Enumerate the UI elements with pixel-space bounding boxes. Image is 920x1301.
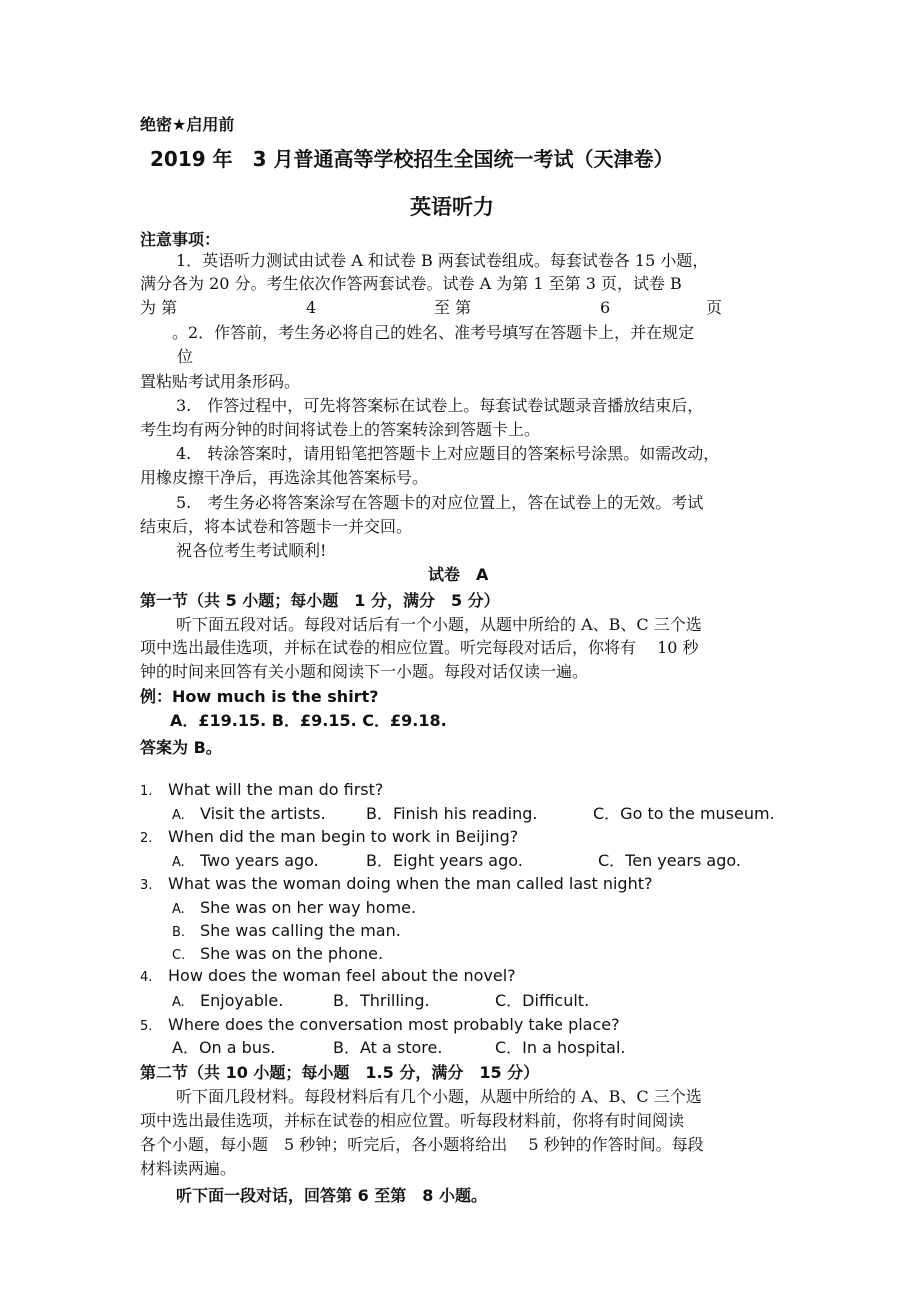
notes-heading: 注意事项： <box>140 230 221 249</box>
question-2 <box>140 826 518 850</box>
question-1 <box>140 779 383 803</box>
question-4 <box>140 965 516 989</box>
section-2-intro-c: 各个小题，每小题 5 秒钟；听完后，各小题将给出 5 秒钟的作答时间。每段 <box>140 1135 704 1154</box>
question-5 <box>140 1014 620 1038</box>
question-text: Where does the conversation most probably take place? <box>168 1015 620 1034</box>
option-text: She was on the phone. <box>200 944 384 963</box>
question-5-option-a[interactable]: A．On a bus. <box>172 1038 276 1057</box>
note-3-line-a: 3. 作答过程中，可先将答案标在试卷上。每套试卷试题录音播放结束后， <box>176 396 704 415</box>
section-2-instruction: 听下面一段对话，回答第 6 至第 8 小题。 <box>176 1186 487 1205</box>
note-1-line-c4: 6 <box>600 298 611 317</box>
note-5-line-b: 结束后，将本试卷和答题卡一并交回。 <box>140 517 413 536</box>
question-text: When did the man begin to work in Beijing? <box>168 827 519 846</box>
example-options: A．£19.15. B．£9.15. C．£9.18. <box>170 711 447 730</box>
question-number: 4. <box>140 970 153 985</box>
confidential-label: 绝密★启用前 <box>140 115 235 134</box>
note-1-line-b: 满分各为 20 分。考生依次作答两套试卷。试卷 A 为第 1 至第 3 页，试卷 B <box>140 274 682 293</box>
question-2-option-b[interactable]: B．Eight years ago. <box>366 851 523 870</box>
note-3-line-b: 考生均有两分钟的时间将试卷上的答案转涂到答题卡上。 <box>140 420 541 439</box>
question-text: How does the woman feel about the novel? <box>168 966 516 985</box>
question-4-option-a[interactable] <box>172 990 283 1014</box>
section-2-intro-d: 材料读两遍。 <box>140 1159 237 1178</box>
section-2-intro-a: 听下面几段材料。每段材料后有几个小题，从题中所给的 A、B、C 三个选 <box>176 1087 702 1106</box>
option-text: Enjoyable. <box>200 991 284 1010</box>
question-3-option-a[interactable] <box>172 897 416 921</box>
question-3-option-c[interactable] <box>172 943 383 967</box>
note-1-line-c5: 页 <box>706 298 723 317</box>
question-number: 1. <box>140 784 153 799</box>
section-1-intro-b: 项中选出最佳选项，并标在试卷的相应位置。听完每段对话后，你将有 10 秒 <box>140 638 699 657</box>
option-text: She was on her way home. <box>200 898 417 917</box>
option-label: A. <box>172 808 185 823</box>
option-label: A. <box>172 902 185 917</box>
question-number: 2. <box>140 831 153 846</box>
wish-text: 祝各位考生考试顺利! <box>176 541 327 560</box>
section-1-intro-c: 钟的时间来回答有关小题和阅读下一小题。每段对话仅读一遍。 <box>140 662 589 681</box>
note-1-line-c1: 为 第 <box>140 298 178 317</box>
option-label: B. <box>172 925 186 940</box>
question-text: What will the man do first? <box>168 780 384 799</box>
option-text: She was calling the man. <box>200 921 401 940</box>
section-1-heading: 第一节（共 5 小题；每小题 1 分，满分 5 分） <box>140 591 500 610</box>
paper-a-title: 试卷 A <box>428 565 489 584</box>
question-5-option-c[interactable]: C．In a hospital. <box>495 1038 626 1057</box>
note-2-line-b: 位 <box>177 347 194 366</box>
question-number: 5． <box>140 1019 162 1034</box>
example-question: 例：How much is the shirt? <box>140 687 379 706</box>
option-label: C. <box>172 948 186 963</box>
exam-title: 2019 年 3 月普通高等学校招生全国统一考试（天津卷） <box>150 147 674 171</box>
question-text: What was the woman doing when the man called last night? <box>168 874 653 893</box>
question-1-option-a[interactable] <box>172 803 326 827</box>
option-text: Two years ago. <box>200 851 319 870</box>
question-5-option-b[interactable]: B．At a store. <box>333 1038 443 1057</box>
example-answer: 答案为 B。 <box>140 738 222 757</box>
option-label: A. <box>172 995 185 1010</box>
note-4-line-a: 4. 转涂答案时，请用铅笔把答题卡上对应题目的答案标号涂黑。如需改动， <box>176 444 720 463</box>
option-text: Visit the artists. <box>200 804 326 823</box>
question-4-option-c[interactable]: C．Difficult. <box>495 991 590 1010</box>
note-4-line-b: 用橡皮擦干净后，再选涂其他答案标号。 <box>140 468 429 487</box>
question-1-option-b[interactable]: B．Finish his reading. <box>366 804 538 823</box>
option-label: A. <box>172 855 185 870</box>
note-1-line-c3: 至 第 <box>434 298 472 317</box>
subject-title: 英语听力 <box>410 195 494 219</box>
section-2-intro-b: 项中选出最佳选项，并标在试卷的相应位置。听每段材料前，你将有时间阅读 <box>140 1111 685 1130</box>
note-2-line-c: 置粘贴考试用条形码。 <box>140 372 301 391</box>
note-1-line-a: 1．英语听力测试由试卷 A 和试卷 B 两套试卷组成。每套试卷各 15 小题， <box>176 251 709 270</box>
question-4-option-b[interactable]: B．Thrilling. <box>333 991 430 1010</box>
section-1-intro-a: 听下面五段对话。每段对话后有一个小题，从题中所给的 A、B、C 三个选 <box>176 615 702 634</box>
section-2-heading: 第二节（共 10 小题；每小题 1.5 分，满分 15 分） <box>140 1063 540 1082</box>
question-2-option-a[interactable] <box>172 850 319 874</box>
note-1-line-c2: 4 <box>306 298 317 317</box>
question-1-option-c[interactable]: C．Go to the museum. <box>593 804 775 823</box>
note-5-line-a: 5. 考生务必将答案涂写在答题卡的对应位置上，答在试卷上的无效。考试 <box>176 493 704 512</box>
question-3-option-b[interactable] <box>172 920 401 944</box>
question-number: 3. <box>140 878 153 893</box>
note-2-line-a: 。2．作答前，考生务必将自己的姓名、准考号填写在答题卡上，并在规定 <box>172 323 695 342</box>
question-2-option-c[interactable]: C．Ten years ago. <box>598 851 741 870</box>
question-3 <box>140 873 652 897</box>
